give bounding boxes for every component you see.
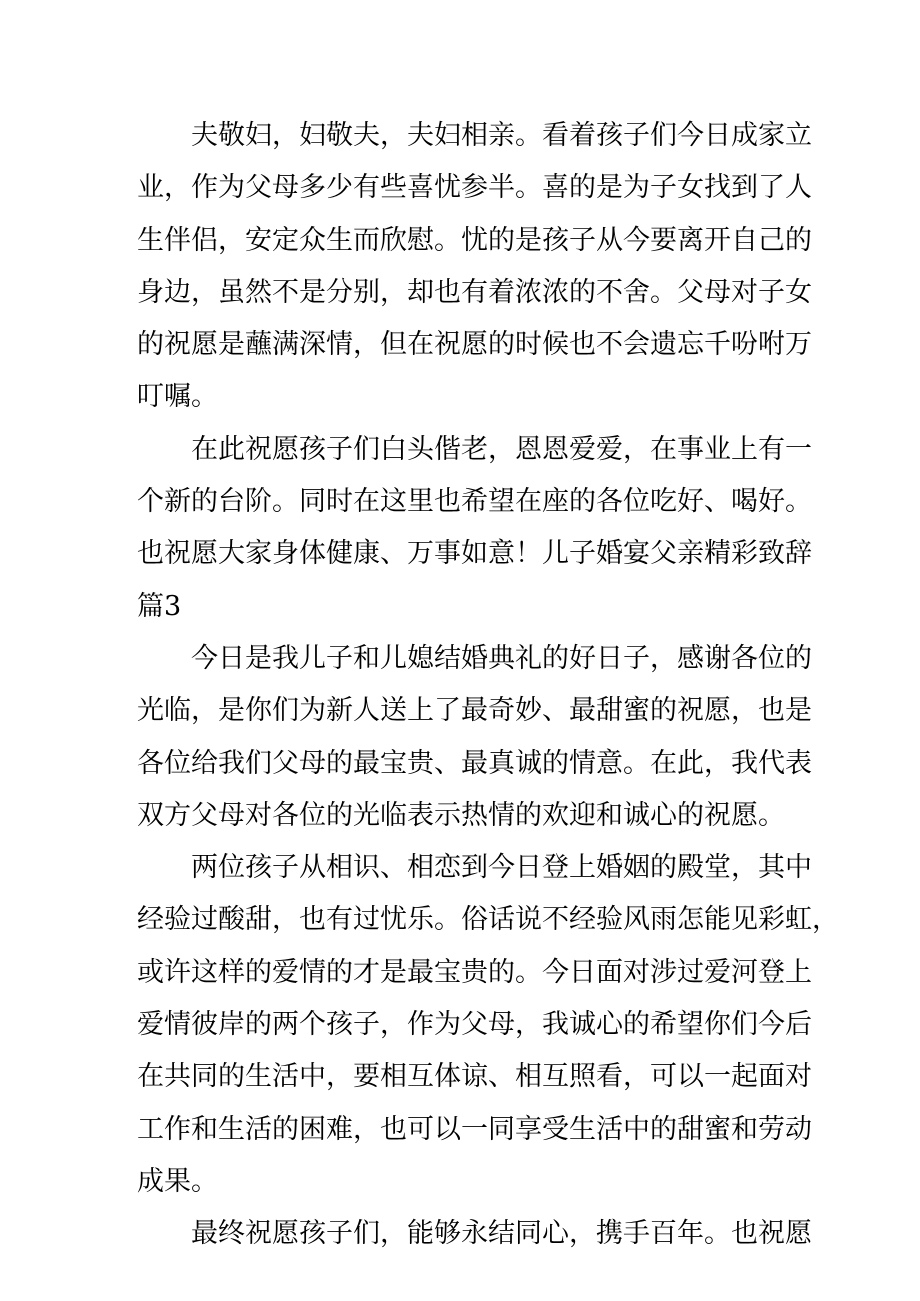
- text-line: 的祝愿是蘸满深情，但在祝愿的时候也不会遗忘千吩咐万: [137, 329, 812, 361]
- text-line: 身边，虽然不是分别，却也有着浓浓的不舍。父母对子女: [137, 276, 812, 308]
- text-line: 成果。: [137, 1165, 218, 1197]
- text-line: 叮嘱。: [137, 381, 218, 413]
- text-line: 今日是我儿子和儿媳结婚典礼的好日子，感谢各位的: [191, 642, 812, 674]
- paragraph-1: [137, 110, 812, 424]
- text-line: 经验过酸甜，也有过忧乐。俗话说不经验风雨怎能见彩虹，: [137, 904, 839, 936]
- text-line: 个新的台阶。同时在这里也希望在座的各位吃好、喝好。: [137, 486, 812, 518]
- text-line: 业，作为父母多少有些喜忧参半。喜的是为子女找到了人: [137, 172, 812, 204]
- text-line: 篇3: [137, 590, 182, 622]
- text-line: 或许这样的爱情的才是最宝贵的。今日面对涉过爱河登上: [137, 956, 812, 988]
- text-line: 各位给我们父母的最宝贵、最真诚的情意。在此，我代表: [137, 747, 812, 779]
- text-line: 爱情彼岸的两个孩子，作为父母，我诚心的希望你们今后: [137, 1009, 812, 1041]
- text-line: 生伴侣，安定众生而欣慰。忧的是孩子从今要离开自己的: [137, 224, 812, 256]
- paragraph-3: [137, 633, 812, 842]
- paragraph-5: [137, 1208, 812, 1260]
- text-line: 最终祝愿孩子们，能够永结同心，携手百年。也祝愿: [191, 1218, 812, 1250]
- text-line: 工作和生活的困难，也可以一同享受生活中的甜蜜和劳动: [137, 1113, 812, 1145]
- text-line: 两位孩子从相识、相恋到今日登上婚姻的殿堂，其中: [191, 852, 812, 884]
- text-line: 光临，是你们为新人送上了最奇妙、最甜蜜的祝愿，也是: [137, 695, 812, 727]
- text-line: 也祝愿大家身体健康、万事如意！儿子婚宴父亲精彩致辞: [137, 538, 812, 570]
- text-line: 夫敬妇，妇敬夫，夫妇相亲。看着孩子们今日成家立: [191, 120, 812, 151]
- text-line: 在共同的生活中，要相互体谅、相互照看，可以一起面对: [137, 1061, 812, 1093]
- text-line: 双方父母对各位的光临表示热情的欢迎和诚心的祝愿。: [137, 799, 785, 831]
- document-page: [137, 110, 839, 1261]
- paragraph-2: [137, 424, 812, 633]
- text-line: 在此祝愿孩子们白头偕老，恩恩爱爱，在事业上有一: [191, 433, 812, 465]
- paragraph-4: [137, 842, 839, 1208]
